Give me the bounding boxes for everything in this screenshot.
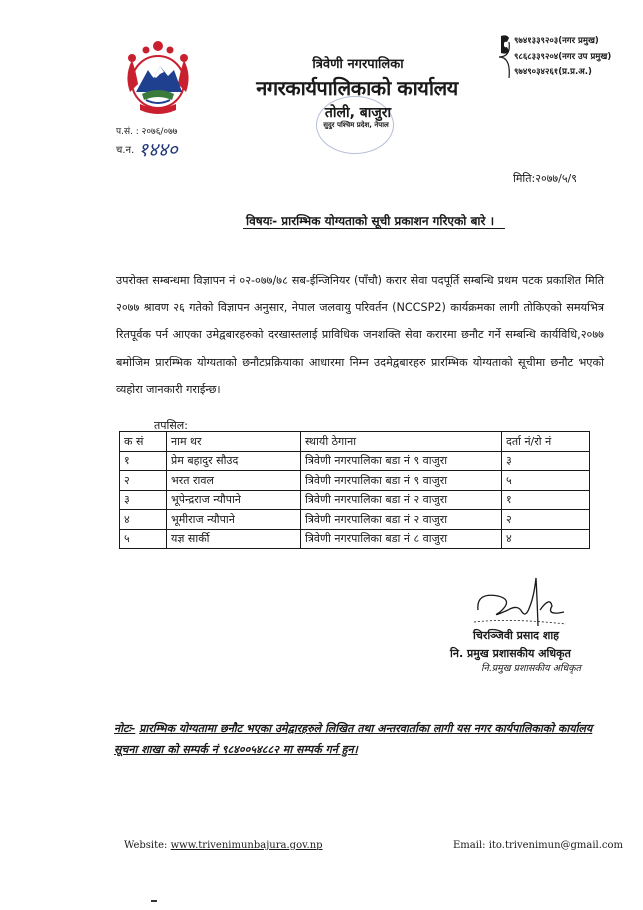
candidate-table bbox=[119, 431, 590, 549]
handwritten-signature bbox=[470, 566, 570, 630]
table-caption: तपसिल: bbox=[154, 419, 188, 432]
cell-name: यज्ञ सार्की bbox=[167, 529, 301, 549]
cell-serial: ५ bbox=[120, 529, 167, 549]
phone-icon bbox=[497, 32, 515, 82]
signatory-title: नि. प्रमुख प्रशासकीय अधिकृत bbox=[450, 647, 571, 660]
note-label: नोटः- bbox=[114, 722, 136, 735]
email-label: Email: bbox=[453, 840, 486, 851]
cell-serial: १ bbox=[120, 451, 167, 471]
cell-address: त्रिवेणी नगरपालिका बडा नं ९ वाजुरा bbox=[301, 451, 502, 471]
subject-line: विषयः- प्रारम्भिक योग्यताको सूची प्रकाशन गरिएको बारे । bbox=[246, 214, 495, 228]
subject-underline bbox=[243, 228, 505, 229]
cell-reg-no: ४ bbox=[502, 529, 590, 549]
table-row bbox=[120, 451, 590, 471]
cell-reg-no: २ bbox=[502, 510, 590, 530]
cell-reg-no: ५ bbox=[502, 471, 590, 491]
cell-name: भूमीराज न्यौपाने bbox=[167, 510, 301, 530]
cn-value: १४४० bbox=[138, 139, 178, 161]
signatory-stamp: नि.प्रमुख प्रशासकीय अधिकृत bbox=[481, 663, 581, 674]
cell-address: त्रिवेणी नगरपालिका बडा नं ९ वाजुरा bbox=[301, 471, 502, 491]
cn-label: च.न. bbox=[116, 145, 135, 156]
cell-address: त्रिवेणी नगरपालिका बडा नं २ वाजुरा bbox=[301, 490, 502, 510]
letter-date: मिति:२०७७/५/९ bbox=[513, 172, 577, 185]
signatory-name: चिरञ्जिवी प्रसाद शाह bbox=[473, 629, 560, 642]
table-header-row bbox=[120, 432, 590, 452]
website-label: Website: bbox=[124, 840, 168, 851]
office-title: नगरकार्यपालिकाको कार्यालय bbox=[256, 76, 458, 100]
ps-number: प.सं. : २०७६/०७७ bbox=[116, 127, 178, 137]
contact-mayor: ९७४१३३९२०३(नगर प्रमुख) bbox=[514, 36, 599, 46]
office-province: सुदुर पश्चिम प्रदेश, नेपाल bbox=[323, 121, 389, 129]
table-row bbox=[120, 529, 590, 549]
col-header-address: स्थायी ठेगाना bbox=[301, 432, 502, 452]
note-block bbox=[114, 718, 608, 760]
body-paragraph: उपरोक्त सम्बन्धमा विज्ञापन नं ०२-०७७/७८ सब-ईन्जिनियर (पाँचौ) करार सेवा पदपूर्ति सम्बन्धि प्रथम पटक प्रकाशित मिति २०७७ श्रावण २६ गतेको विज्ञापन अनुसार, नेपाल जलवायु परिवर्तन (NCCSP2) कार्यक्रमका लागी तोकिएको समयभित्र रितपूर्वक पर्न आएका उमेद्वबारहरुको दरखास्तलाई प्राविधिक जनशक्ति सेवा करारमा छनौट गर्ने सम्बन्धि कार्यविधि,२०७७ बमोजिम प्रारम्भिक योग्यताको छनौटप्रक्रियाका आधारमा निम्न उदमेद्वबारहरु प्रारम्भिक योग्यताको सूचीमा छनौट भएको व्यहोरा जानकारी गराईन्छ। bbox=[116, 274, 604, 396]
col-header-reg-no: दर्ता नं/रो नं bbox=[502, 432, 590, 452]
contact-deputy-mayor: ९८६८३३९२०४(नगर उप प्रमुख) bbox=[514, 51, 612, 62]
cell-reg-no: ३ bbox=[502, 451, 590, 471]
cell-serial: २ bbox=[120, 471, 167, 491]
footer-website bbox=[124, 840, 323, 851]
cell-address: त्रिवेणी नगरपालिका बडा नं ८ वाजुरा bbox=[301, 529, 502, 549]
website-link[interactable]: www.trivenimunbajura.gov.np bbox=[170, 840, 323, 851]
email-address: ito.trivenimun@gmail.com bbox=[488, 840, 624, 851]
municipality-name: त्रिवेणी नगरपालिका bbox=[312, 57, 404, 72]
cell-address: त्रिवेणी नगरपालिका बडा नं २ वाजुरा bbox=[301, 510, 502, 530]
note-text: प्रारम्भिक योग्यतामा छनौट भएका उमेद्वारहरुले लिखित तथा अन्तरवार्ताका लागी यस नगर कार्यपालिकाको कार्यालय सूचना शाखा को सम्पर्क नं ९८४००५४८८२ मा सम्पर्क गर्न हुन। bbox=[114, 722, 593, 756]
scan-mark bbox=[151, 900, 157, 902]
cell-name: भूपेन्द्रराज न्यौपाने bbox=[167, 490, 301, 510]
table-row bbox=[120, 490, 590, 510]
contact-list bbox=[514, 34, 611, 81]
cell-name: भरत रावल bbox=[167, 471, 301, 491]
cell-reg-no: १ bbox=[502, 490, 590, 510]
cell-serial: ४ bbox=[120, 510, 167, 530]
cell-name: प्रेम बहादुर सौउद bbox=[167, 451, 301, 471]
cell-serial: ३ bbox=[120, 490, 167, 510]
table-row bbox=[120, 510, 590, 530]
contact-cao: ९७४९०३४२६१(प्र.प्र.अ.) bbox=[514, 67, 592, 77]
cn-row bbox=[116, 136, 178, 162]
footer-email bbox=[453, 840, 623, 851]
col-header-serial: क सं bbox=[120, 432, 167, 452]
nepal-emblem-logo bbox=[116, 36, 200, 124]
office-place: तोली, बाजुरा bbox=[324, 105, 392, 121]
table-row bbox=[120, 471, 590, 491]
col-header-name: नाम थर bbox=[167, 432, 301, 452]
